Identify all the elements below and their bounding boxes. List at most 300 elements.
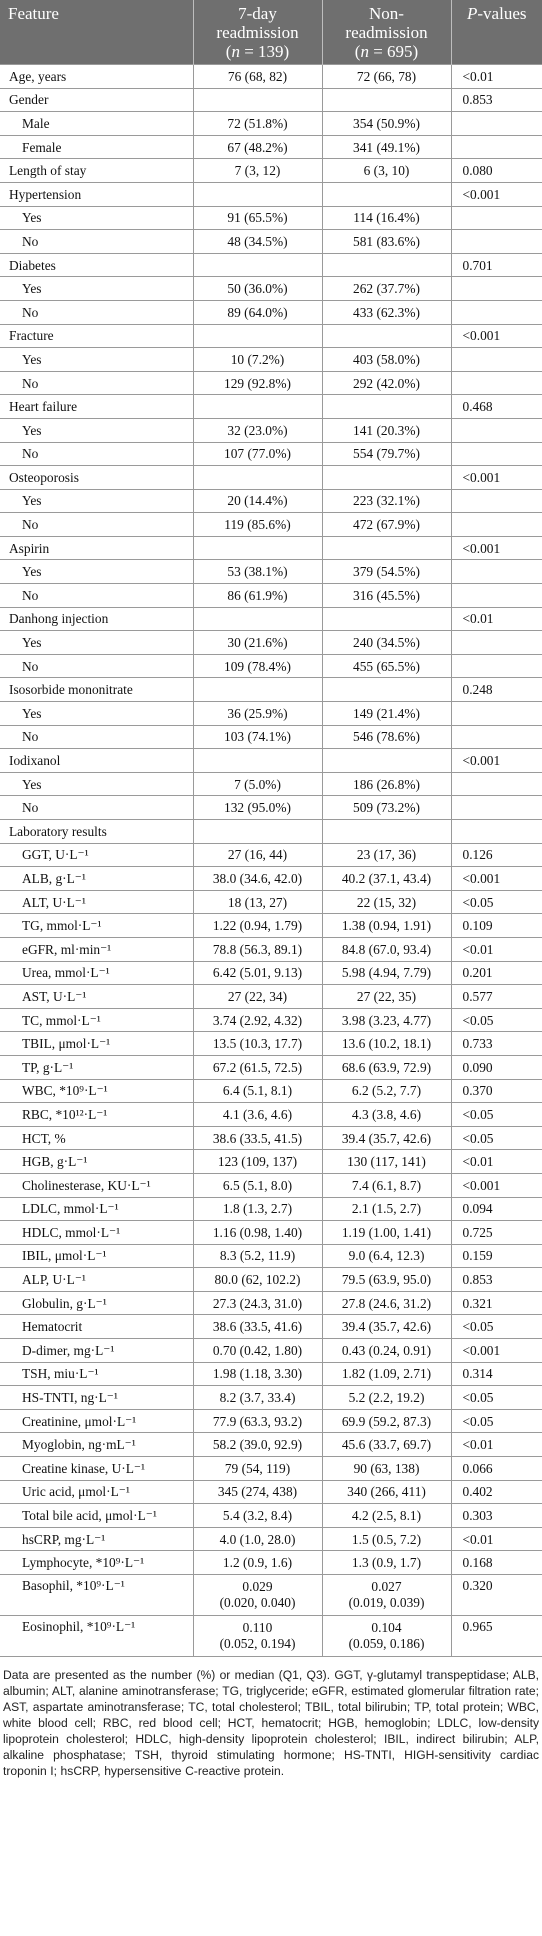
table-row	[0, 1150, 542, 1174]
pvalue-cell: 0.468	[451, 395, 542, 419]
feature-cell: No	[0, 725, 193, 749]
table-row	[0, 418, 542, 442]
pvalue-cell	[451, 135, 542, 159]
pvalue-cell: <0.001	[451, 749, 542, 773]
feature-cell: No	[0, 442, 193, 466]
pvalue-cell	[451, 489, 542, 513]
table-row	[0, 135, 542, 159]
table-body	[0, 65, 542, 1657]
table-row	[0, 1291, 542, 1315]
non-readmission-value-cell: 0.43 (0.24, 0.91)	[322, 1339, 451, 1363]
non-readmission-value-cell: 27 (22, 35)	[322, 985, 451, 1009]
readmission-value-cell: 32 (23.0%)	[193, 418, 322, 442]
readmission-value-cell: 107 (77.0%)	[193, 442, 322, 466]
feature-cell: HS-TNTI, ng·L⁻¹	[0, 1386, 193, 1410]
pvalue-cell: <0.05	[451, 1103, 542, 1127]
table-row	[0, 112, 542, 136]
non-readmission-value-cell: 3.98 (3.23, 4.77)	[322, 1008, 451, 1032]
pvalue-cell: <0.001	[451, 1173, 542, 1197]
readmission-value-cell	[193, 395, 322, 419]
table-row	[0, 1409, 542, 1433]
feature-cell: Isosorbide mononitrate	[0, 678, 193, 702]
table-row	[0, 182, 542, 206]
non-readmission-value-cell: 4.3 (3.8, 4.6)	[322, 1103, 451, 1127]
table-row	[0, 1575, 542, 1616]
table-row	[0, 1480, 542, 1504]
readmission-value-cell	[193, 749, 322, 773]
feature-cell: eGFR, ml·min⁻¹	[0, 937, 193, 961]
table-row	[0, 678, 542, 702]
feature-cell: Yes	[0, 206, 193, 230]
table-row	[0, 230, 542, 254]
non-readmission-value-cell	[322, 395, 451, 419]
readmission-value-cell: 6.4 (5.1, 8.1)	[193, 1079, 322, 1103]
table-row	[0, 985, 542, 1009]
table-row	[0, 702, 542, 726]
feature-cell: Length of stay	[0, 159, 193, 183]
non-readmission-value-cell: 554 (79.7%)	[322, 442, 451, 466]
readmission-value-cell: 50 (36.0%)	[193, 277, 322, 301]
feature-cell: Uric acid, μmol·L⁻¹	[0, 1480, 193, 1504]
table-row	[0, 1268, 542, 1292]
non-readmission-value-cell: 114 (16.4%)	[322, 206, 451, 230]
pvalue-cell: 0.577	[451, 985, 542, 1009]
pvalue-cell: 0.320	[451, 1575, 542, 1616]
readmission-value-cell: 27.3 (24.3, 31.0)	[193, 1291, 322, 1315]
non-readmission-value-cell: 7.4 (6.1, 8.7)	[322, 1173, 451, 1197]
non-readmission-value-cell: 472 (67.9%)	[322, 513, 451, 537]
feature-cell: Hypertension	[0, 182, 193, 206]
readmission-value-cell: 6.42 (5.01, 9.13)	[193, 961, 322, 985]
non-readmission-value-cell: 79.5 (63.9, 95.0)	[322, 1268, 451, 1292]
pvalue-cell: 0.733	[451, 1032, 542, 1056]
feature-cell: Laboratory results	[0, 820, 193, 844]
feature-cell: No	[0, 371, 193, 395]
table-row	[0, 324, 542, 348]
feature-cell: Eosinophil, *10⁹·L⁻¹	[0, 1616, 193, 1657]
non-readmission-value-cell	[322, 1575, 451, 1616]
non-readmission-value-cell: 13.6 (10.2, 18.1)	[322, 1032, 451, 1056]
pvalue-cell: <0.01	[451, 607, 542, 631]
readmission-value-cell: 132 (95.0%)	[193, 796, 322, 820]
readmission-value-cell	[193, 607, 322, 631]
feature-cell: HGB, g·L⁻¹	[0, 1150, 193, 1174]
pvalue-cell: 0.090	[451, 1055, 542, 1079]
table-row	[0, 1103, 542, 1127]
non-readmission-value-cell: 5.2 (2.2, 19.2)	[322, 1386, 451, 1410]
non-readmission-value-cell: 341 (49.1%)	[322, 135, 451, 159]
readmission-value-cell: 1.8 (1.3, 2.7)	[193, 1197, 322, 1221]
readmission-value-cell: 72 (51.8%)	[193, 112, 322, 136]
table-row	[0, 1527, 542, 1551]
table-row	[0, 749, 542, 773]
pvalue-cell	[451, 584, 542, 608]
pvalue-cell: 0.321	[451, 1291, 542, 1315]
non-readmission-value-cell: 40.2 (37.1, 43.4)	[322, 867, 451, 891]
non-readmission-value-cell: 186 (26.8%)	[322, 772, 451, 796]
feature-cell: Basophil, *10⁹·L⁻¹	[0, 1575, 193, 1616]
table-row	[0, 772, 542, 796]
pvalue-cell	[451, 300, 542, 324]
readmission-value-cell: 18 (13, 27)	[193, 890, 322, 914]
header-7day-line3: (n = 139)	[225, 42, 290, 61]
non-readmission-value-cell: 1.19 (1.00, 1.41)	[322, 1221, 451, 1245]
non-readmission-value-cell: 581 (83.6%)	[322, 230, 451, 254]
non-readmission-value-cell	[322, 820, 451, 844]
pvalue-cell: <0.05	[451, 1315, 542, 1339]
table-row	[0, 1079, 542, 1103]
feature-cell: Aspirin	[0, 536, 193, 560]
table-row	[0, 1244, 542, 1268]
non-readmission-value-cell: 27.8 (24.6, 31.2)	[322, 1291, 451, 1315]
feature-cell: Hematocrit	[0, 1315, 193, 1339]
readmission-value-cell: 1.22 (0.94, 1.79)	[193, 914, 322, 938]
pvalue-cell: <0.01	[451, 1150, 542, 1174]
feature-cell: ALB, g·L⁻¹	[0, 867, 193, 891]
pvalue-cell: <0.05	[451, 1409, 542, 1433]
non-readmission-value-cell: 546 (78.6%)	[322, 725, 451, 749]
readmission-value-cell: 58.2 (39.0, 92.9)	[193, 1433, 322, 1457]
pvalue-cell	[451, 442, 542, 466]
table-row	[0, 1126, 542, 1150]
pvalue-cell: <0.01	[451, 937, 542, 961]
feature-cell: TBIL, μmol·L⁻¹	[0, 1032, 193, 1056]
feature-cell: Cholinesterase, KU·L⁻¹	[0, 1173, 193, 1197]
non-readmission-value-cell: 69.9 (59.2, 87.3)	[322, 1409, 451, 1433]
non-readmission-value-cell: 23 (17, 36)	[322, 843, 451, 867]
table-row	[0, 1362, 542, 1386]
non-readmission-value-cell: 509 (73.2%)	[322, 796, 451, 820]
non-readmission-value-cell	[322, 324, 451, 348]
table-row	[0, 159, 542, 183]
value-iqr: (0.059, 0.186)	[348, 1636, 425, 1651]
pvalue-cell	[451, 560, 542, 584]
header-7day-readmission	[193, 0, 322, 65]
pvalue-cell: 0.725	[451, 1221, 542, 1245]
non-readmission-value-cell	[322, 607, 451, 631]
non-readmission-value-cell	[322, 536, 451, 560]
readmission-value-cell: 38.6 (33.5, 41.6)	[193, 1315, 322, 1339]
non-readmission-value-cell: 141 (20.3%)	[322, 418, 451, 442]
table-row	[0, 300, 542, 324]
feature-cell: Urea, mmol·L⁻¹	[0, 961, 193, 985]
header-non-readmission	[322, 0, 451, 65]
table-row	[0, 65, 542, 89]
value-median: 0.104	[371, 1620, 402, 1635]
table-row	[0, 466, 542, 490]
table-row	[0, 1032, 542, 1056]
readmission-value-cell: 109 (78.4%)	[193, 654, 322, 678]
non-readmission-value-cell	[322, 88, 451, 112]
feature-cell: Diabetes	[0, 253, 193, 277]
non-readmission-value-cell: 292 (42.0%)	[322, 371, 451, 395]
pvalue-cell	[451, 702, 542, 726]
header-feature: Feature	[0, 0, 193, 65]
pvalue-cell	[451, 230, 542, 254]
readmission-value-cell: 1.2 (0.9, 1.6)	[193, 1551, 322, 1575]
non-readmission-value-cell: 130 (117, 141)	[322, 1150, 451, 1174]
feature-cell: No	[0, 654, 193, 678]
feature-cell: Myoglobin, ng·mL⁻¹	[0, 1433, 193, 1457]
table-row	[0, 88, 542, 112]
feature-cell: Heart failure	[0, 395, 193, 419]
non-readmission-value-cell: 9.0 (6.4, 12.3)	[322, 1244, 451, 1268]
header-non-line3: (n = 695)	[354, 42, 419, 61]
readmission-value-cell: 78.8 (56.3, 89.1)	[193, 937, 322, 961]
pvalue-cell: <0.001	[451, 1339, 542, 1363]
pvalue-cell: 0.701	[451, 253, 542, 277]
table-row	[0, 206, 542, 230]
table-row	[0, 654, 542, 678]
feature-cell: Yes	[0, 702, 193, 726]
header-pvalues: P-values	[451, 0, 542, 65]
feature-cell: No	[0, 584, 193, 608]
feature-cell: Male	[0, 112, 193, 136]
pvalue-cell: 0.159	[451, 1244, 542, 1268]
table-row	[0, 937, 542, 961]
table-row	[0, 489, 542, 513]
feature-cell: No	[0, 300, 193, 324]
non-readmission-value-cell: 45.6 (33.7, 69.7)	[322, 1433, 451, 1457]
value-median: 0.110	[242, 1620, 273, 1635]
readmission-value-cell: 1.98 (1.18, 3.30)	[193, 1362, 322, 1386]
table-row	[0, 277, 542, 301]
pvalue-cell: 0.965	[451, 1616, 542, 1657]
readmission-value-cell: 67 (48.2%)	[193, 135, 322, 159]
pvalue-cell	[451, 725, 542, 749]
header-non-line2: readmission	[345, 23, 428, 42]
table-row	[0, 961, 542, 985]
table-row	[0, 1504, 542, 1528]
pvalue-cell: 0.314	[451, 1362, 542, 1386]
feature-cell: Yes	[0, 631, 193, 655]
non-readmission-value-cell: 316 (45.5%)	[322, 584, 451, 608]
table-row	[0, 536, 542, 560]
readmission-value-cell	[193, 536, 322, 560]
non-readmission-value-cell: 6 (3, 10)	[322, 159, 451, 183]
table-row	[0, 560, 542, 584]
value-median: 0.027	[371, 1579, 402, 1594]
readmission-value-cell: 8.3 (5.2, 11.9)	[193, 1244, 322, 1268]
feature-cell: TP, g·L⁻¹	[0, 1055, 193, 1079]
readmission-value-cell: 79 (54, 119)	[193, 1457, 322, 1481]
table-row	[0, 1221, 542, 1245]
readmission-value-cell: 27 (22, 34)	[193, 985, 322, 1009]
non-readmission-value-cell: 433 (62.3%)	[322, 300, 451, 324]
readmission-value-cell: 86 (61.9%)	[193, 584, 322, 608]
non-readmission-value-cell: 403 (58.0%)	[322, 348, 451, 372]
readmission-value-cell: 76 (68, 82)	[193, 65, 322, 89]
feature-cell: IBIL, μmol·L⁻¹	[0, 1244, 193, 1268]
feature-cell: No	[0, 230, 193, 254]
value-iqr: (0.019, 0.039)	[348, 1595, 425, 1610]
feature-cell: Lymphocyte, *10⁹·L⁻¹	[0, 1551, 193, 1575]
readmission-value-cell: 27 (16, 44)	[193, 843, 322, 867]
readmission-value-cell: 48 (34.5%)	[193, 230, 322, 254]
pvalue-cell: 0.066	[451, 1457, 542, 1481]
table-row	[0, 395, 542, 419]
feature-cell: Gender	[0, 88, 193, 112]
pvalue-cell	[451, 348, 542, 372]
feature-cell: ALT, U·L⁻¹	[0, 890, 193, 914]
feature-cell: RBC, *10¹²·L⁻¹	[0, 1103, 193, 1127]
feature-cell: Age, years	[0, 65, 193, 89]
header-non-line1: Non-	[369, 4, 404, 23]
pvalue-cell: 0.248	[451, 678, 542, 702]
table-row	[0, 820, 542, 844]
non-readmission-value-cell: 1.82 (1.09, 2.71)	[322, 1362, 451, 1386]
feature-cell: Creatinine, μmol·L⁻¹	[0, 1409, 193, 1433]
pvalue-cell	[451, 513, 542, 537]
header-7day-line1: 7-day	[238, 4, 277, 23]
pvalue-cell	[451, 631, 542, 655]
table-row	[0, 796, 542, 820]
non-readmission-value-cell: 1.38 (0.94, 1.91)	[322, 914, 451, 938]
table-row	[0, 1008, 542, 1032]
feature-cell: Yes	[0, 277, 193, 301]
readmission-value-cell: 345 (274, 438)	[193, 1480, 322, 1504]
non-readmission-value-cell	[322, 253, 451, 277]
feature-cell: Yes	[0, 418, 193, 442]
pvalue-cell	[451, 418, 542, 442]
table-row	[0, 914, 542, 938]
table-header	[0, 0, 542, 65]
pvalue-cell: <0.05	[451, 1008, 542, 1032]
pvalue-cell: 0.201	[451, 961, 542, 985]
table-row	[0, 607, 542, 631]
pvalue-cell: <0.001	[451, 182, 542, 206]
readmission-value-cell	[193, 466, 322, 490]
pvalue-cell	[451, 820, 542, 844]
table-row	[0, 1386, 542, 1410]
pvalue-cell: 0.402	[451, 1480, 542, 1504]
readmission-value-cell: 8.2 (3.7, 33.4)	[193, 1386, 322, 1410]
value-iqr: (0.020, 0.040)	[219, 1595, 296, 1610]
feature-cell: Yes	[0, 560, 193, 584]
feature-cell: Creatine kinase, U·L⁻¹	[0, 1457, 193, 1481]
table-row	[0, 371, 542, 395]
pvalue-cell: 0.126	[451, 843, 542, 867]
non-readmission-value-cell: 354 (50.9%)	[322, 112, 451, 136]
feature-cell: HCT, %	[0, 1126, 193, 1150]
readmission-value-cell	[193, 820, 322, 844]
table-row	[0, 513, 542, 537]
non-readmission-value-cell: 149 (21.4%)	[322, 702, 451, 726]
non-readmission-value-cell: 4.2 (2.5, 8.1)	[322, 1504, 451, 1528]
pvalue-cell: 0.109	[451, 914, 542, 938]
non-readmission-value-cell: 2.1 (1.5, 2.7)	[322, 1197, 451, 1221]
table-row	[0, 1197, 542, 1221]
pvalue-cell: 0.370	[451, 1079, 542, 1103]
non-readmission-value-cell: 22 (15, 32)	[322, 890, 451, 914]
pvalue-cell	[451, 796, 542, 820]
feature-cell: Total bile acid, μmol·L⁻¹	[0, 1504, 193, 1528]
feature-cell: Iodixanol	[0, 749, 193, 773]
pvalue-cell	[451, 206, 542, 230]
non-readmission-value-cell: 90 (63, 138)	[322, 1457, 451, 1481]
readmission-value-cell: 7 (3, 12)	[193, 159, 322, 183]
readmission-value-cell: 4.0 (1.0, 28.0)	[193, 1527, 322, 1551]
table-row	[0, 1551, 542, 1575]
non-readmission-value-cell: 84.8 (67.0, 93.4)	[322, 937, 451, 961]
table-row	[0, 584, 542, 608]
table-row	[0, 253, 542, 277]
non-readmission-value-cell: 1.5 (0.5, 7.2)	[322, 1527, 451, 1551]
readmission-value-cell: 20 (14.4%)	[193, 489, 322, 513]
non-readmission-value-cell: 262 (37.7%)	[322, 277, 451, 301]
non-readmission-value-cell: 455 (65.5%)	[322, 654, 451, 678]
readmission-value-cell: 77.9 (63.3, 93.2)	[193, 1409, 322, 1433]
non-readmission-value-cell: 39.4 (35.7, 42.6)	[322, 1315, 451, 1339]
pvalue-cell: 0.853	[451, 1268, 542, 1292]
pvalue-cell: <0.001	[451, 536, 542, 560]
table-row	[0, 631, 542, 655]
pvalue-cell: <0.05	[451, 1386, 542, 1410]
pvalue-cell	[451, 772, 542, 796]
readmission-value-cell: 119 (85.6%)	[193, 513, 322, 537]
feature-cell: D-dimer, mg·L⁻¹	[0, 1339, 193, 1363]
pvalue-cell: <0.001	[451, 466, 542, 490]
readmission-value-cell: 80.0 (62, 102.2)	[193, 1268, 322, 1292]
pvalue-cell: <0.05	[451, 1126, 542, 1150]
table-row	[0, 1457, 542, 1481]
readmission-value-cell	[193, 88, 322, 112]
readmission-value-cell: 5.4 (3.2, 8.4)	[193, 1504, 322, 1528]
non-readmission-value-cell: 223 (32.1%)	[322, 489, 451, 513]
non-readmission-value-cell	[322, 678, 451, 702]
header-7day-line2: readmission	[216, 23, 299, 42]
value-median: 0.029	[242, 1579, 273, 1594]
pvalue-cell: <0.01	[451, 1527, 542, 1551]
feature-cell: Yes	[0, 489, 193, 513]
table-row	[0, 1339, 542, 1363]
readmission-value-cell: 3.74 (2.92, 4.32)	[193, 1008, 322, 1032]
pvalue-cell	[451, 654, 542, 678]
readmission-value-cell: 36 (25.9%)	[193, 702, 322, 726]
table-row	[0, 1055, 542, 1079]
feature-cell: No	[0, 513, 193, 537]
non-readmission-value-cell: 5.98 (4.94, 7.79)	[322, 961, 451, 985]
readmission-value-cell: 123 (109, 137)	[193, 1150, 322, 1174]
readmission-value-cell: 7 (5.0%)	[193, 772, 322, 796]
table-row	[0, 1433, 542, 1457]
readmission-value-cell: 103 (74.1%)	[193, 725, 322, 749]
readmission-value-cell: 53 (38.1%)	[193, 560, 322, 584]
non-readmission-value-cell	[322, 749, 451, 773]
feature-cell: GGT, U·L⁻¹	[0, 843, 193, 867]
non-readmission-value-cell: 72 (66, 78)	[322, 65, 451, 89]
table-row	[0, 348, 542, 372]
table-row	[0, 890, 542, 914]
feature-cell: TC, mmol·L⁻¹	[0, 1008, 193, 1032]
readmission-value-cell: 38.6 (33.5, 41.5)	[193, 1126, 322, 1150]
table-row	[0, 1315, 542, 1339]
feature-cell: Danhong injection	[0, 607, 193, 631]
non-readmission-value-cell	[322, 466, 451, 490]
feature-cell: Female	[0, 135, 193, 159]
pvalue-cell: <0.001	[451, 324, 542, 348]
feature-cell: TG, mmol·L⁻¹	[0, 914, 193, 938]
non-readmission-value-cell: 6.2 (5.2, 7.7)	[322, 1079, 451, 1103]
feature-cell: Fracture	[0, 324, 193, 348]
feature-cell: Yes	[0, 772, 193, 796]
non-readmission-value-cell: 68.6 (63.9, 72.9)	[322, 1055, 451, 1079]
pvalue-cell: 0.094	[451, 1197, 542, 1221]
table-row	[0, 725, 542, 749]
non-readmission-value-cell	[322, 1616, 451, 1657]
readmission-value-cell: 38.0 (34.6, 42.0)	[193, 867, 322, 891]
pvalue-cell: 0.853	[451, 88, 542, 112]
